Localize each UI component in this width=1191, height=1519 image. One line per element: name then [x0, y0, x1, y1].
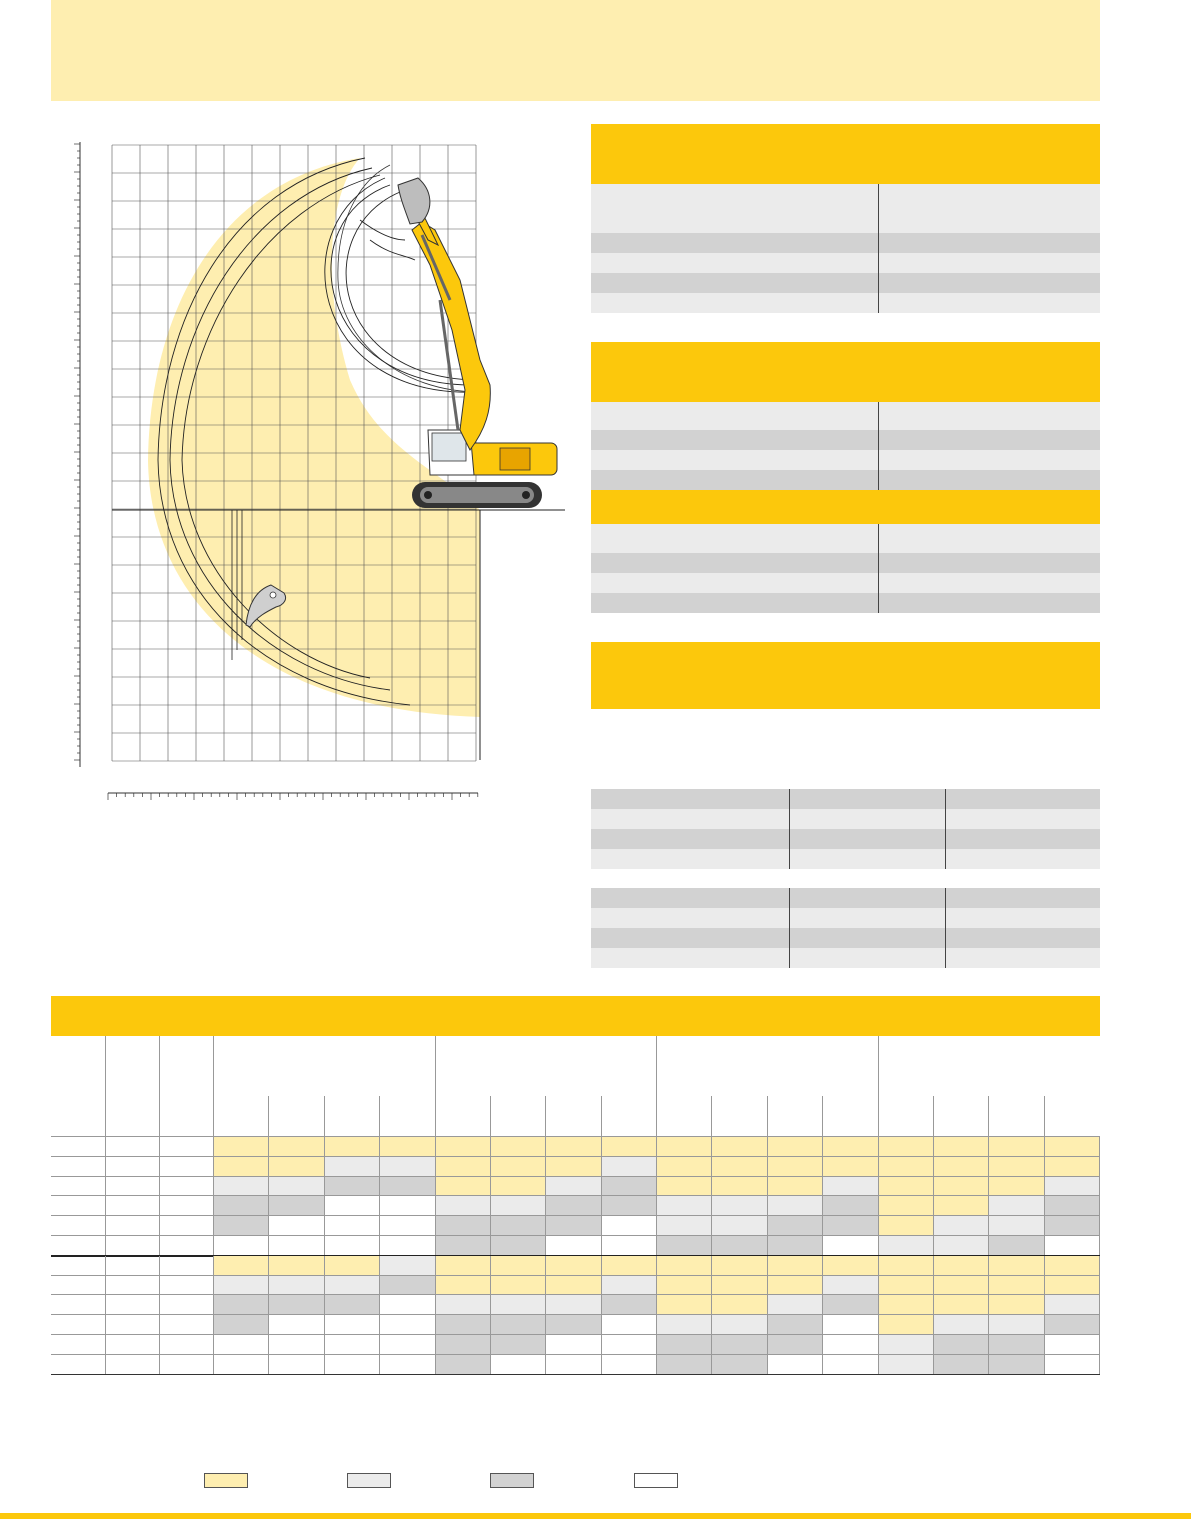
bucket-cell [436, 1355, 491, 1374]
bucket-cell [879, 1177, 934, 1196]
bucket-cell [214, 1276, 269, 1295]
bucket-cell [657, 1276, 712, 1295]
table-cell [106, 1276, 160, 1295]
bucket-cell [768, 1335, 823, 1354]
bucket-cell [712, 1355, 767, 1374]
bucket-cell [491, 1355, 546, 1374]
spec-table-1 [591, 184, 1100, 313]
bucket-cell [602, 1315, 657, 1334]
table-cell [160, 1236, 214, 1255]
bucket-cell [879, 1315, 934, 1334]
bucket-cell [546, 1295, 601, 1314]
bucket-cell [989, 1276, 1044, 1295]
bucket-cell [989, 1177, 1044, 1196]
bucket-cell [602, 1236, 657, 1255]
bucket-cell [934, 1355, 989, 1374]
bucket-cell [989, 1355, 1044, 1374]
bucket-cell [1045, 1216, 1100, 1235]
bucket-cell [491, 1295, 546, 1314]
bucket-cell [657, 1216, 712, 1235]
bucket-cell [712, 1295, 767, 1314]
bucket-cell [546, 1137, 601, 1156]
bucket-cell [934, 1196, 989, 1215]
table-cell [160, 1216, 214, 1235]
bucket-cell [712, 1177, 767, 1196]
bucket-cell [491, 1216, 546, 1235]
bucket-cell [989, 1335, 1044, 1354]
bucket-cell [823, 1196, 878, 1215]
bucket-cell [546, 1276, 601, 1295]
table-cell [51, 1335, 106, 1354]
bucket-cell [214, 1355, 269, 1374]
table-cell [160, 1137, 214, 1156]
bucket-cell [1045, 1276, 1100, 1295]
table-cell [51, 1355, 106, 1374]
table-cell [160, 1355, 214, 1374]
bucket-cell [879, 1256, 934, 1275]
table-cell [160, 1157, 214, 1176]
bucket-cell [879, 1295, 934, 1314]
bucket-cell [214, 1157, 269, 1176]
bucket-cell [602, 1355, 657, 1374]
bucket-cell [823, 1157, 878, 1176]
header-separator [268, 1096, 269, 1136]
bucket-cell [214, 1177, 269, 1196]
header-separator [711, 1096, 712, 1136]
bucket-cell [380, 1216, 435, 1235]
bucket-cell [879, 1137, 934, 1156]
header-separator [1044, 1096, 1045, 1136]
bucket-cell [1045, 1335, 1100, 1354]
table-cell [160, 1276, 214, 1295]
bucket-cell [491, 1236, 546, 1255]
header-separator [105, 1036, 106, 1136]
bucket-cell [325, 1315, 380, 1334]
bucket-cell [934, 1236, 989, 1255]
table-cell [51, 1315, 106, 1334]
bucket-cell [491, 1276, 546, 1295]
bucket-cell [214, 1256, 269, 1275]
bucket-cell [491, 1157, 546, 1176]
bucket-cell [214, 1196, 269, 1215]
bucket-cell [491, 1137, 546, 1156]
bucket-cell [269, 1137, 324, 1156]
bucket-cell [491, 1196, 546, 1215]
bucket-cell [325, 1335, 380, 1354]
bucket-cell [325, 1295, 380, 1314]
bucket-cell [934, 1216, 989, 1235]
table-cell [51, 1216, 106, 1235]
bucket-cell [546, 1335, 601, 1354]
table-cell [51, 1196, 106, 1215]
bucket-cell [879, 1276, 934, 1295]
header-separator [379, 1096, 380, 1136]
bucket-cell [823, 1177, 878, 1196]
header-separator [545, 1096, 546, 1136]
bucket-cell [657, 1157, 712, 1176]
bucket-cell [325, 1137, 380, 1156]
bucket-cell [602, 1137, 657, 1156]
table-cell [106, 1355, 160, 1374]
bucket-cell [214, 1236, 269, 1255]
bucket-cell [712, 1157, 767, 1176]
bucket-cell [934, 1137, 989, 1156]
bucket-cell [712, 1216, 767, 1235]
bucket-cell [879, 1216, 934, 1235]
bucket-cell [712, 1256, 767, 1275]
bucket-cell [380, 1157, 435, 1176]
bucket-cell [823, 1137, 878, 1156]
bucket-cell [1045, 1355, 1100, 1374]
bucket-cell [436, 1315, 491, 1334]
bucket-cell [380, 1315, 435, 1334]
bucket-cell [602, 1216, 657, 1235]
panel-header-3 [591, 490, 1100, 524]
bucket-cell [380, 1177, 435, 1196]
header-separator [656, 1036, 657, 1136]
table-cell [106, 1335, 160, 1354]
bucket-cell [491, 1256, 546, 1275]
bucket-cell [269, 1216, 324, 1235]
bucket-cell [657, 1137, 712, 1156]
header-separator [324, 1096, 325, 1136]
bucket-cell [491, 1315, 546, 1334]
bucket-cell [989, 1216, 1044, 1235]
bucket-cell [602, 1157, 657, 1176]
bucket-cell [1045, 1196, 1100, 1215]
bucket-cell [657, 1355, 712, 1374]
bucket-cell [1045, 1177, 1100, 1196]
bucket-cell [879, 1157, 934, 1176]
bucket-cell [657, 1196, 712, 1215]
bucket-cell [712, 1236, 767, 1255]
page-banner [51, 0, 1100, 101]
legend-swatch-1 [204, 1473, 248, 1488]
table-cell [160, 1196, 214, 1215]
excavator-illustration [398, 178, 557, 508]
table-cell [51, 1157, 106, 1176]
header-separator [435, 1036, 436, 1136]
bucket-cell [269, 1236, 324, 1255]
table-cell [106, 1157, 160, 1176]
panel-header-1 [591, 124, 1100, 184]
bucket-cell [768, 1355, 823, 1374]
bucket-cell [602, 1335, 657, 1354]
panel-header-4 [591, 642, 1100, 709]
bucket-cell [436, 1196, 491, 1215]
legend-swatch-3 [490, 1473, 534, 1488]
bucket-cell [1045, 1315, 1100, 1334]
bucket-cell [879, 1335, 934, 1354]
bucket-cell [491, 1177, 546, 1196]
bucket-cell [269, 1256, 324, 1275]
table-cell [106, 1177, 160, 1196]
force-table-2 [591, 888, 1100, 968]
bucket-cell [768, 1256, 823, 1275]
table-cell [106, 1216, 160, 1235]
bucket-cell [214, 1335, 269, 1354]
bucket-cell [934, 1335, 989, 1354]
bucket-cell [712, 1315, 767, 1334]
bucket-cell [602, 1196, 657, 1215]
bucket-cell [768, 1236, 823, 1255]
bucket-cell [602, 1276, 657, 1295]
bucket-cell [934, 1157, 989, 1176]
table-cell [160, 1315, 214, 1334]
bucket-cell [712, 1276, 767, 1295]
bucket-cell [989, 1236, 1044, 1255]
bucket-cell [325, 1196, 380, 1215]
bucket-cell [989, 1196, 1044, 1215]
bucket-cell [934, 1295, 989, 1314]
table-bottom-line [51, 1374, 1100, 1375]
table-cell [51, 1236, 106, 1255]
table-cell [51, 1177, 106, 1196]
bucket-cell [989, 1256, 1044, 1275]
table-cell [106, 1295, 160, 1314]
bucket-cell [546, 1315, 601, 1334]
bucket-cell [712, 1137, 767, 1156]
bucket-cell [934, 1256, 989, 1275]
bucket-cell [436, 1276, 491, 1295]
bucket-cell [546, 1157, 601, 1176]
table-cell [160, 1177, 214, 1196]
bucket-cell [768, 1216, 823, 1235]
bucket-cell [602, 1295, 657, 1314]
table-cell [106, 1196, 160, 1215]
bucket-cell [1045, 1295, 1100, 1314]
bucket-cell [1045, 1137, 1100, 1156]
bucket-cell [436, 1295, 491, 1314]
bucket-cell [602, 1177, 657, 1196]
bucket-cell [657, 1335, 712, 1354]
bucket-table [51, 996, 1100, 1376]
bucket-cell [1045, 1157, 1100, 1176]
bucket-cell [989, 1137, 1044, 1156]
bucket-cell [269, 1177, 324, 1196]
bucket-cell [380, 1236, 435, 1255]
bucket-cell [546, 1256, 601, 1275]
bucket-cell [214, 1137, 269, 1156]
working-range-diagram [60, 130, 580, 810]
bucket-cell [768, 1177, 823, 1196]
bucket-cell [768, 1315, 823, 1334]
header-separator [767, 1096, 768, 1136]
header-separator [822, 1096, 823, 1136]
bucket-cell [823, 1335, 878, 1354]
bucket-cell [380, 1276, 435, 1295]
bucket-cell [768, 1196, 823, 1215]
header-separator [213, 1036, 214, 1136]
bucket-cell [325, 1216, 380, 1235]
bucket-cell [934, 1177, 989, 1196]
header-separator [159, 1036, 160, 1136]
table-cell [106, 1137, 160, 1156]
bucket-cell [325, 1177, 380, 1196]
panel-header-2 [591, 342, 1100, 402]
bucket-cell [1045, 1256, 1100, 1275]
bucket-cell [380, 1256, 435, 1275]
bucket-cell [1045, 1236, 1100, 1255]
header-separator [601, 1096, 602, 1136]
bucket-cell [269, 1315, 324, 1334]
table-cell [51, 1276, 106, 1295]
bucket-cell [657, 1295, 712, 1314]
spec-table-3 [591, 524, 1100, 613]
horizontal-scale [108, 793, 478, 800]
bucket-cell [380, 1137, 435, 1156]
bucket-cell [823, 1355, 878, 1374]
bucket-cell [823, 1276, 878, 1295]
header-separator [988, 1096, 989, 1136]
bucket-cell [380, 1335, 435, 1354]
bucket-cell [325, 1355, 380, 1374]
legend-swatch-2 [347, 1473, 391, 1488]
table-cell [51, 1137, 106, 1156]
bucket-cell [989, 1157, 1044, 1176]
bucket-cell [546, 1196, 601, 1215]
bucket-cell [380, 1355, 435, 1374]
bucket-cell [436, 1236, 491, 1255]
bottom-rule [0, 1513, 1191, 1519]
table-cell [106, 1315, 160, 1334]
bucket-cell [768, 1295, 823, 1314]
header-separator [878, 1036, 879, 1136]
bucket-cell [325, 1256, 380, 1275]
bucket-cell [768, 1276, 823, 1295]
vertical-scale [74, 142, 80, 767]
bucket-cell [823, 1315, 878, 1334]
table-cell [106, 1236, 160, 1255]
force-table-1 [591, 789, 1100, 869]
bucket-cell [269, 1335, 324, 1354]
bucket-cell [657, 1315, 712, 1334]
bucket-cell [934, 1315, 989, 1334]
header-separator [933, 1096, 934, 1136]
bucket-cell [325, 1157, 380, 1176]
bucket-cell [546, 1177, 601, 1196]
header-separator [490, 1096, 491, 1136]
bucket-cell [657, 1256, 712, 1275]
bucket-cell [214, 1315, 269, 1334]
bucket-cell [325, 1276, 380, 1295]
bucket-cell [712, 1196, 767, 1215]
bucket-cell [436, 1335, 491, 1354]
bucket-cell [546, 1216, 601, 1235]
bucket-cell [269, 1196, 324, 1215]
table-cell [51, 1295, 106, 1314]
bucket-cell [602, 1256, 657, 1275]
bucket-cell [214, 1295, 269, 1314]
bucket-cell [269, 1157, 324, 1176]
bucket-cell [546, 1355, 601, 1374]
bucket-cell [436, 1177, 491, 1196]
bucket-cell [879, 1355, 934, 1374]
bucket-cell [214, 1216, 269, 1235]
bucket-cell [768, 1157, 823, 1176]
bucket-cell [380, 1295, 435, 1314]
bucket-cell [823, 1256, 878, 1275]
bucket-cell [823, 1236, 878, 1255]
bucket-cell [657, 1236, 712, 1255]
bucket-cell [269, 1295, 324, 1314]
bucket-cell [879, 1236, 934, 1255]
table-cell [160, 1335, 214, 1354]
bucket-cell [989, 1295, 1044, 1314]
bucket-cell [436, 1157, 491, 1176]
bucket-cell [768, 1137, 823, 1156]
bucket-cell [823, 1216, 878, 1235]
bucket-cell [934, 1276, 989, 1295]
bucket-cell [657, 1177, 712, 1196]
bucket-cell [436, 1256, 491, 1275]
bucket-cell [823, 1295, 878, 1314]
bucket-cell [546, 1236, 601, 1255]
bucket-cell [380, 1196, 435, 1215]
spec-table-2 [591, 402, 1100, 490]
bucket-cell [491, 1335, 546, 1354]
bucket-cell [436, 1216, 491, 1235]
bucket-cell [269, 1355, 324, 1374]
table-cell [51, 1256, 106, 1275]
table-cell [160, 1256, 214, 1275]
legend-swatch-4 [634, 1473, 678, 1488]
bucket-cell [712, 1335, 767, 1354]
table-cell [160, 1295, 214, 1314]
bucket-cell [325, 1236, 380, 1255]
table-cell [106, 1256, 160, 1275]
bucket-table-header [51, 996, 1100, 1036]
bucket-cell [436, 1137, 491, 1156]
bucket-cell [989, 1315, 1044, 1334]
bucket-cell [269, 1276, 324, 1295]
bucket-cell [879, 1196, 934, 1215]
